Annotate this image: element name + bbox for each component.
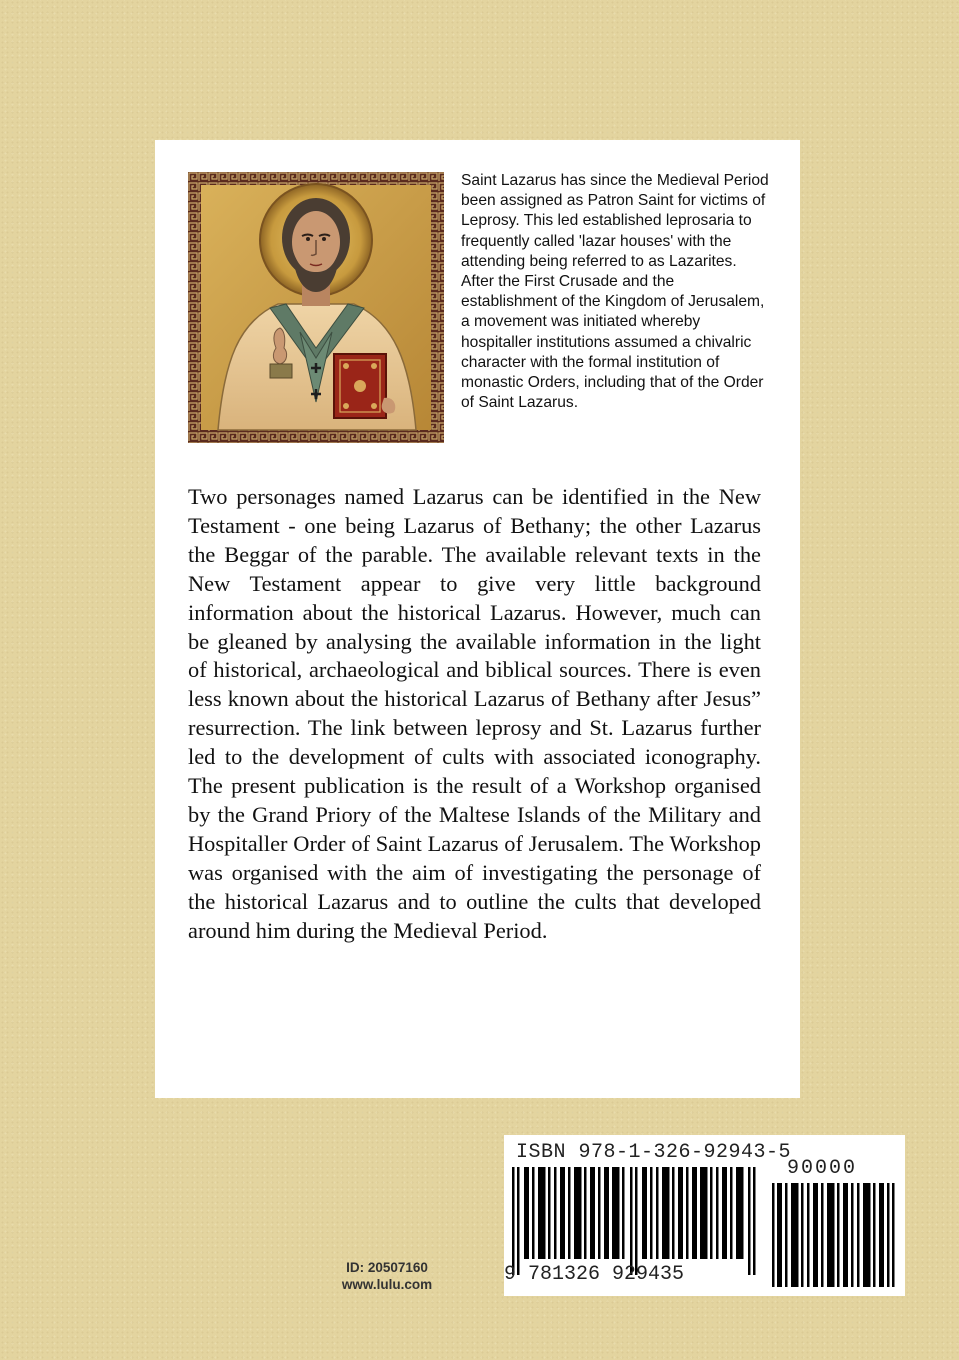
- text-panel: [155, 140, 800, 1098]
- price-barcode-bars: [772, 1183, 896, 1287]
- publisher-website: www.lulu.com: [341, 1277, 433, 1292]
- price-code: 90000: [787, 1157, 858, 1180]
- isbn-barcode: [504, 1135, 905, 1296]
- book-description: Two personages named Lazarus can be identified in the New Testament - one being Lazarus of Bethany; the other Lazarus the Beggar of the parable. The available relevant texts in the New Testament appear to give very little background information about the historical Lazarus. However, much can be gleaned by analysing the available information in the light of historical, archaeological and biblical sources. There is even less known about the historical Lazarus of Bethany after Jesus” resurrection. The link between leprosy and St. Lazarus further led to the development of cults with associated iconography. The present publication is the result of a Workshop organised by the Grand Priory of the Maltese Islands of the Military and Hospitaller Order of Saint Lazarus of Jerusalem. The Workshop was organised with the aim of investigating the personage of the historical Lazarus and to outline the cults that developed around him during the Medieval Period.: [188, 484, 761, 943]
- isbn-label: ISBN 978-1-326-92943-5: [516, 1141, 792, 1164]
- ean-barcode-bars: [510, 1167, 760, 1275]
- saint-lazarus-icon-image: [188, 172, 444, 443]
- icon-caption: Saint Lazarus has since the Medieval Period been assigned as Patron Saint for victims of Leprosy. This led established leprosaria to frequently called 'lazar houses' with the attending being referred to as Lazarites. After the First Crusade and the establishment of the Kingdom of Jerusalem, a movement was initiated whereby hospitaller institutions assumed a chivalric character with the formal institution of monastic Orders, including that of the Order of Saint Lazarus.: [461, 172, 769, 412]
- publisher-info: [325, 1259, 449, 1293]
- publisher-id: ID: 20507160: [346, 1260, 428, 1275]
- ean-digits: 9 781326 929435: [504, 1263, 685, 1286]
